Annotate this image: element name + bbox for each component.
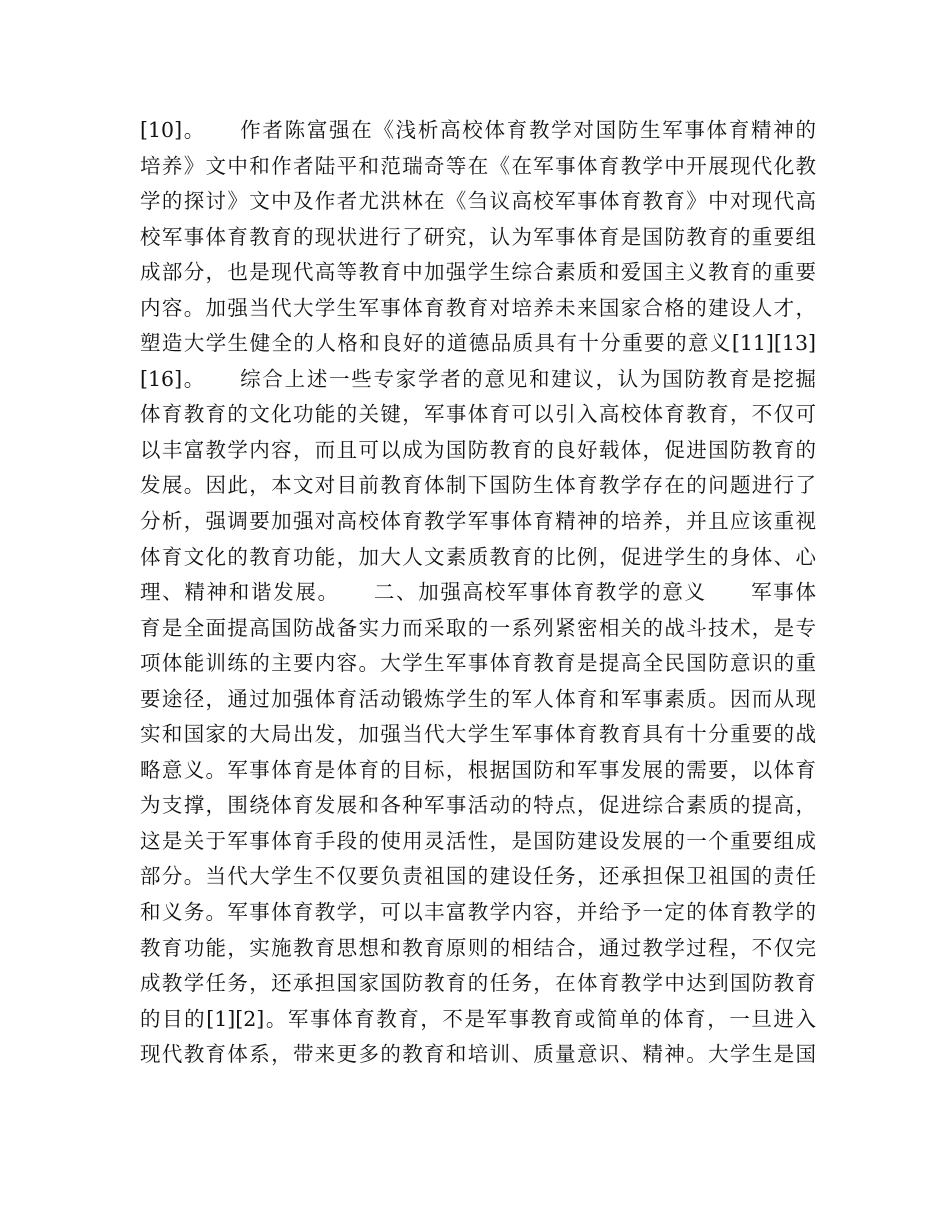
text-line: 现代教育体系，带来更多的教育和培训、质量意识、精神。大学生是国	[140, 1042, 816, 1067]
text-line: 为支撑，围绕体育发展和各种军事活动的特点，促进综合素质的提高，	[140, 793, 816, 818]
text-line: 教育功能，实施教育思想和教育原则的相结合，通过教学过程，不仅完	[140, 935, 816, 960]
text-line: 实和国家的大局出发，加强当代大学生军事体育教育具有十分重要的战	[140, 722, 816, 747]
text-line: 校军事体育教育的现状进行了研究，认为军事体育是国防教育的重要组	[140, 224, 816, 249]
text-line: [10]。 作者陈富强在《浅析高校体育教学对国防生军事体育精神的	[140, 118, 816, 142]
text-line: 体育教育的文化功能的关键，军事体育可以引入高校体育教育，不仅可	[140, 402, 816, 427]
text-line: 塑造大学生健全的人格和良好的道德品质具有十分重要的意义[11][13]	[140, 331, 816, 356]
text-line: 分析，强调要加强对高校体育教学军事体育精神的培养，并且应该重视	[140, 509, 816, 534]
text-line: 的目的[1][2]。军事体育教育，不是军事教育或简单的体育，一旦进入	[140, 1006, 816, 1031]
text-line: 理、精神和谐发展。 二、加强高校军事体育教学的意义 军事体	[140, 580, 816, 605]
text-line: 成教学任务，还承担国家国防教育的任务，在体育教学中达到国防教育	[140, 971, 816, 996]
text-line: 这是关于军事体育手段的使用灵活性，是国防建设发展的一个重要组成	[140, 828, 816, 853]
text-line: 发展。因此，本文对目前教育体制下国防生体育教学存在的问题进行了	[140, 473, 816, 498]
text-line: 育是全面提高国防战备实力而采取的一系列紧密相关的战斗技术，是专	[140, 615, 816, 640]
text-line: 略意义。军事体育是体育的目标，根据国防和军事发展的需要，以体育	[140, 757, 816, 782]
text-line: [16]。 综合上述一些专家学者的意见和建议，认为国防教育是挖掘	[140, 366, 816, 391]
text-line: 以丰富教学内容，而且可以成为国防教育的良好载体，促进国防教育的	[140, 437, 816, 462]
text-line: 学的探讨》文中及作者尤洪林在《刍议高校军事体育教育》中对现代高	[140, 189, 816, 214]
text-line: 内容。加强当代大学生军事体育教育对培养未来国家合格的建设人才，	[140, 295, 816, 320]
text-line: 项体能训练的主要内容。大学生军事体育教育是提高全民国防意识的重	[140, 651, 816, 676]
text-line: 要途径，通过加强体育活动锻炼学生的军人体育和军事素质。因而从现	[140, 686, 816, 711]
text-line: 培养》文中和作者陆平和范瑞奇等在《在军事体育教学中开展现代化教	[140, 153, 816, 178]
text-line: 体育文化的教育功能，加大人文素质教育的比例，促进学生的身体、心	[140, 544, 816, 569]
body-text	[140, 113, 816, 1073]
text-line: 部分。当代大学生不仅要负责祖国的建设任务，还承担保卫祖国的责任	[140, 864, 816, 889]
text-line: 成部分，也是现代高等教育中加强学生综合素质和爱国主义教育的重要	[140, 260, 816, 285]
text-line: 和义务。军事体育教学，可以丰富教学内容，并给予一定的体育教学的	[140, 900, 816, 925]
